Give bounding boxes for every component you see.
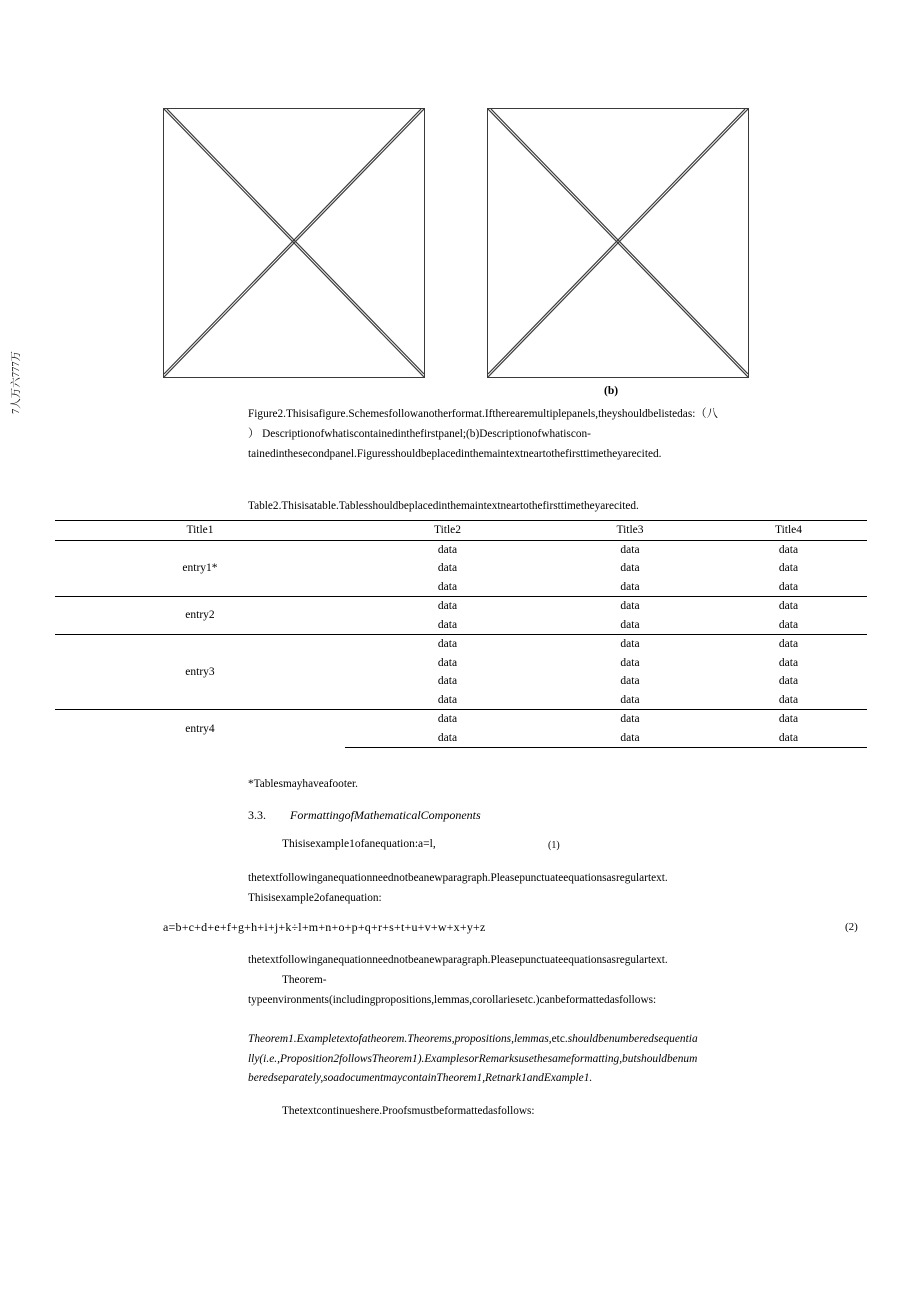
theorem-line-3: beredseparately,soadocumentmaycontainTheorem1,Retnark1andExample1. <box>248 1072 593 1084</box>
table-cell: data <box>710 597 867 616</box>
table-cell: data <box>345 710 550 729</box>
table-cell: data <box>620 618 640 631</box>
figure-panel-a <box>163 108 425 378</box>
panel-b-label: (b) <box>604 385 619 397</box>
paragraph-2-line-3: typeenvironments(includingpropositions,lemmas,corollariesetc.)canbeformattedasfollows: <box>248 994 657 1006</box>
table-entry-label-4: entry4 <box>55 710 345 748</box>
table-header-cell-3: Title3 <box>550 521 710 541</box>
table-caption: Table2.Thisisatable.Tablesshouldbeplacedinthemaintextneartothefirsttimetheyarecited. <box>248 500 639 512</box>
table-cell: data <box>437 675 458 687</box>
table-header-cell-1: Title1 <box>55 521 345 541</box>
margin-stamp-text: 7人万六777万 <box>11 351 22 414</box>
table-cell: data <box>437 580 458 593</box>
table-cell: data <box>778 543 799 556</box>
table-cell: data <box>778 693 799 706</box>
figure-caption-line-3: tainedinthesecondpanel.Figuresshouldbeplacedinthemaintextneartothefirsttimetheyarecited. <box>248 448 662 460</box>
table-cell: data <box>778 562 799 574</box>
table-cell: data <box>345 729 550 748</box>
table-head <box>55 521 867 541</box>
table-cell: data <box>778 656 799 669</box>
equation-2-text: a=b+c+d+e+f+g+h+i+j+k÷l+m+n+o+p+q+r+s+t+u+v+w+x+y+z <box>163 920 486 934</box>
section-number: 3.3. <box>248 808 266 822</box>
table-cell: data <box>778 580 799 593</box>
theorem-block <box>248 1030 873 1089</box>
table-cell: data <box>437 543 458 556</box>
section-title: FormattingofMathematicalComponents <box>290 808 481 822</box>
table-row <box>55 710 867 729</box>
figure-panel-b <box>487 108 749 378</box>
paragraph-after-equation-2 <box>248 950 888 1010</box>
data-table-wrapper <box>55 520 867 748</box>
table-row <box>55 540 867 559</box>
table-cell: data <box>710 635 867 654</box>
table-cell: data <box>550 597 710 616</box>
equation-1-text: Thisisexample1ofanequation:a=l, <box>282 838 436 850</box>
table-header-cell-2: Title2 <box>345 521 550 541</box>
table-entry-label-1: entry1* <box>182 562 218 574</box>
table-cell: data <box>620 562 640 574</box>
data-table <box>55 520 867 748</box>
table-cell: data <box>437 693 458 706</box>
figure-caption-line-2: ） Descriptionofwhatiscontainedinthefirstpanel;(b)Descriptionofwhatiscon- <box>248 428 591 440</box>
figure-caption-line-1: Figure2.Thisisafigure.Schemesfollowanotherformat.Iftherearemultiplepanels,theyshouldbelistedas:（八 <box>248 408 718 420</box>
table-cell: data <box>620 543 640 556</box>
figure-caption <box>248 404 868 464</box>
table-cell: data <box>620 693 640 706</box>
closing-paragraph: Thetextcontinueshere.Proofsmustbeformattedasfollows: <box>282 1105 535 1117</box>
table-cell: data <box>550 635 710 654</box>
table-cell: data <box>437 618 458 631</box>
table-cell: data <box>345 635 550 654</box>
paragraph-2-line-2: Theorem- <box>282 974 327 986</box>
table-body <box>55 540 867 748</box>
theorem-line-1-part-a: Theorem1.Exampletextofatheorem.Theorems,propositions,lemmas, <box>248 1033 552 1045</box>
theorem-line-1 <box>248 1030 873 1050</box>
table-entry-label-2: entry2 <box>55 597 345 635</box>
table-cell: data <box>620 580 640 593</box>
table-cell: data <box>778 675 799 687</box>
theorem-line-2: lly(i.e.,Proposition2followsTheorem1).ExamplesorRemarksusethesameformatting,butshouldbenum <box>248 1052 698 1065</box>
table-cell: data <box>550 710 710 729</box>
table-header-row <box>55 521 867 541</box>
paragraph-1-line-2: Thisisexample2ofanequation: <box>248 892 382 904</box>
table-entry-label-3: entry3 <box>55 635 345 710</box>
paragraph-after-equation-1 <box>248 868 868 908</box>
table-header-cell-4: Title4 <box>710 521 867 541</box>
table-cell: data <box>437 562 458 574</box>
table-row <box>55 635 867 654</box>
equation-1-number: (1) <box>548 840 560 851</box>
table-cell: data <box>778 618 799 631</box>
table-cell: data <box>437 656 458 669</box>
theorem-line-1-part-c: shouldbenumberedsequentia <box>567 1033 698 1045</box>
table-footnote: *Tablesmayhaveafooter. <box>248 778 358 790</box>
table-cell: data <box>710 710 867 729</box>
figure-area <box>0 108 920 398</box>
paragraph-2-line-1: thetextfollowinganequationneednotbeanewparagraph.Pleasepunctuateequationsasregulartext. <box>248 954 668 966</box>
table-cell: data <box>620 656 640 669</box>
table-cell: data <box>620 675 640 687</box>
paragraph-1-line-1: thetextfollowinganequationneednotbeanewparagraph.Pleasepunctuateequationsasregulartext. <box>248 872 668 884</box>
table-cell: data <box>550 729 710 748</box>
panel-a-cross-lines <box>164 109 424 377</box>
theorem-line-1-part-b: etc. <box>551 1033 568 1045</box>
table-cell: data <box>710 729 867 748</box>
panel-b-cross-lines <box>488 109 748 377</box>
table-cell: data <box>345 597 550 616</box>
table-row <box>55 597 867 616</box>
equation-2-number: (2) <box>845 921 858 933</box>
section-heading <box>248 808 481 823</box>
